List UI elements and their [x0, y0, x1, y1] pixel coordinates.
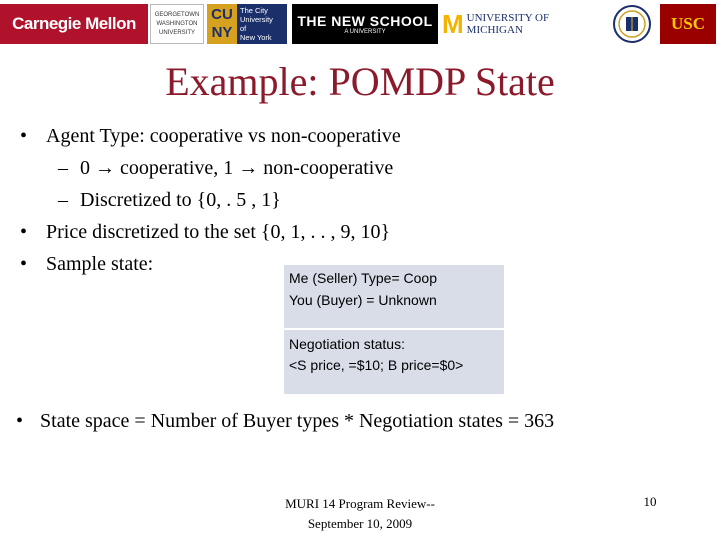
cuny-text-2: University — [240, 15, 273, 24]
sub-bullet-discretized — [16, 184, 706, 216]
bullet-price — [16, 216, 706, 248]
cuny-block — [207, 4, 237, 44]
cuny-text — [237, 4, 287, 44]
state-negotiation-label: Negotiation status: — [289, 336, 405, 352]
slide-footer — [240, 494, 480, 534]
bullet-dot-icon: • — [16, 410, 24, 432]
bullet-text: Sample state: — [46, 253, 154, 275]
bullet-text: Price discretized to the set {0, 1, . . , 9, 10} — [46, 221, 391, 243]
slide-title: Example: POMDP State — [165, 59, 555, 104]
georgetown-line-2: WASHINGTON — [156, 20, 198, 27]
georgetown-line-1: GEORGETOWN — [154, 11, 200, 18]
bullet-text: Agent Type: cooperative vs non-cooperative — [46, 125, 401, 147]
cuny-text-1: The City — [240, 6, 268, 15]
dash-icon: – — [58, 189, 68, 211]
cuny-text-3: of — [240, 24, 247, 33]
footer-line-2: September 10, 2009 — [307, 516, 413, 531]
university-of-michigan-logo — [442, 4, 604, 44]
bullet-list — [16, 120, 706, 280]
cmu-logo-text: Carnegie Mellon — [12, 14, 136, 33]
state-buyer-type: You (Buyer) = Unknown — [289, 292, 437, 308]
georgetown-logo — [150, 4, 204, 44]
georgetown-line-3: UNIVERSITY — [158, 29, 195, 36]
new-school-main: THE NEW SCHOOL — [297, 13, 433, 29]
bullet-agent-type — [16, 120, 706, 152]
bullet-state-space — [16, 410, 554, 433]
usc-logo — [660, 4, 716, 44]
dash-icon: – — [58, 157, 68, 179]
cuny-letters-1: CU — [211, 6, 233, 23]
page-number: 10 — [643, 494, 657, 509]
cuny-text-4: New York — [240, 33, 272, 42]
sub-bullet-text: 0 → cooperative, 1 → non-cooperative — [80, 157, 394, 179]
umich-text: UNIVERSITY OF MICHIGAN — [466, 12, 550, 36]
state-seller-type: Me (Seller) Type= Coop — [289, 270, 437, 286]
cuny-logo — [207, 4, 287, 44]
sample-state-box — [284, 265, 504, 394]
usc-logo-text: USC — [670, 14, 705, 33]
university-seal-icon — [608, 4, 656, 44]
sub-bullet-encoding — [16, 152, 706, 184]
bullet-dot-icon: • — [20, 221, 28, 243]
carnegie-mellon-logo — [0, 4, 148, 44]
umich-block-m-icon: M — [442, 8, 464, 39]
logo-bar — [0, 0, 720, 48]
state-box-divider — [284, 328, 504, 330]
state-negotiation-prices: <S price, =$10; B price=$0> — [289, 357, 464, 373]
new-school-logo — [292, 4, 438, 44]
sub-bullet-text: Discretized to {0, . 5 , 1} — [80, 189, 281, 211]
bullet-dot-icon: • — [20, 253, 28, 275]
footer-line-1: MURI 14 Program Review-- — [285, 496, 435, 511]
cuny-letters-2: NY — [211, 24, 233, 41]
new-school-sub: A UNIVERSITY — [344, 29, 386, 35]
bullet-dot-icon: • — [20, 125, 28, 147]
bullet-text: State space = Number of Buyer types * Negotiation states = 363 — [40, 410, 555, 432]
